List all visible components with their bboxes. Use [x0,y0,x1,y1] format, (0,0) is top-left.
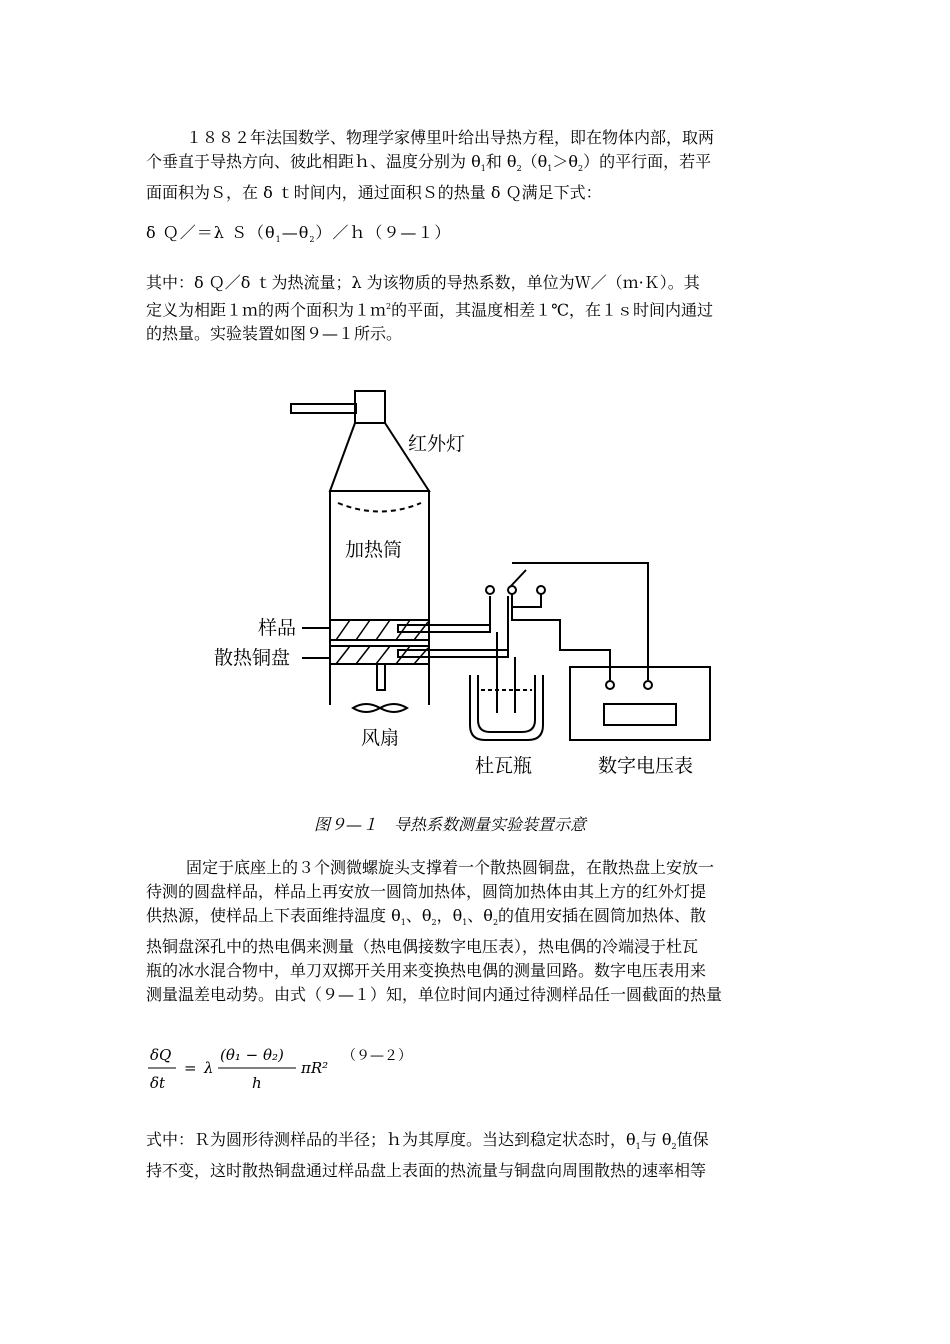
subscript: 1 [275,235,282,245]
lamp-top [355,391,385,423]
superscript: 2 [386,302,392,311]
text-line: 持不变，这时散热铜盘通过样品盘上表面的热流量与铜盘向周围散热的速率相等 [146,1161,707,1181]
text-line: 其中：δ Ｑ／δ ｔ为热流量；λ 为该物质的导热系数，单位为Ｗ／（ｍ·Ｋ）。其 [146,273,700,292]
thermocouple-upper [398,625,490,632]
paragraph-method [146,856,811,1007]
eq2-rhs-denominator: h [252,1074,262,1092]
dewar-inner [478,675,535,732]
eq2-lhs-denominator: δt [150,1074,166,1092]
text-span: ）／ｈ（９—１） [315,223,452,242]
text-line [146,856,811,880]
sample-hatch [336,620,428,640]
eq2-pi-r-squared: πR² [301,1059,329,1077]
text-line [146,150,811,181]
eq2-lambda: λ [204,1059,214,1077]
eq2-tag: （９—２） [342,1048,412,1064]
subscript: 2 [578,164,584,174]
text-span: 与 θ [640,1130,672,1149]
paragraph-definition [146,271,811,346]
eq2-equals: = [184,1059,197,1077]
text-line: 待测的圆盘样品，样品上再安放一圆筒加热体，圆筒加热体由其上方的红外灯提 [146,882,707,901]
text-span: 、θ [467,906,493,925]
subscript: 2 [309,235,316,245]
text-span: ）的平行面，若平 [583,152,712,171]
text-span: １８８２年法国数学、物理学家傅里叶给出导热方程，即在物体内部，取两 [186,128,715,147]
equation-9-1 [146,221,451,252]
subscript: 2 [492,918,499,928]
label-heating-cylinder: 加热筒 [345,539,403,561]
lamp-beam [338,503,421,512]
text-span: —θ [281,223,310,242]
eq2-rhs-numerator: (θ₁ − θ₂) [220,1046,284,1064]
label-digital-voltmeter: 数字电压表 [598,755,694,777]
text-line [146,1128,811,1159]
text-span: 供热源，使样品上下表面维持温度 θ [146,906,401,925]
text-span: 的平面，其温度相差１℃，在１ｓ时间内通过 [391,300,714,320]
apparatus-diagram [200,380,760,780]
text-span: ＞θ [552,152,579,171]
subscript: 1 [635,1142,641,1152]
label-copper-plate: 散热铜盘 [214,647,291,669]
figure-caption: 图９—１ 导热系数测量实验装置示意 [314,815,587,834]
text-span: ，θ [436,906,463,925]
voltmeter-display [604,704,676,725]
text-span: 值保 [676,1130,709,1149]
text-line: 面面积为Ｓ，在 δ ｔ时间内，通过面积Ｓ的热量 δ Ｑ满足下式： [146,183,602,203]
label-sample: 样品 [258,617,297,639]
label-fan: 风扇 [361,727,400,749]
switch-blade [510,570,526,587]
text-span: 、θ [405,906,432,925]
subscript: 1 [462,918,468,928]
text-span: 式中：Ｒ为圆形待测样品的半径；ｈ为其厚度。当达到稳定状态时，θ [146,1130,636,1149]
paragraph-steady-state [146,1128,811,1183]
fan-blade-right [380,704,407,712]
subscript: 1 [400,918,406,928]
subscript: 2 [431,918,437,928]
text-span: 个垂直于导热方向、彼此相距ｈ、温度分别为 θ [146,152,481,171]
equation-9-2 [146,1040,446,1100]
subscript: 2 [516,164,522,174]
subscript: 1 [547,164,553,174]
text-span: 定义为相距１ｍ的两个面积为１ｍ [146,300,387,320]
thermocouple-lower [398,650,508,657]
eq2-lhs-numerator: δQ [150,1046,172,1064]
copper-hatch [336,646,428,664]
text-line: 测量温差电动势。由式（９—１）知，单位时间内通过待测样品任一圆截面的热量 [146,985,723,1005]
subscript: 1 [480,164,486,174]
text-line [146,904,811,935]
label-dewar-flask: 杜瓦瓶 [475,755,533,777]
label-infrared-lamp: 红外灯 [408,433,466,455]
text-line: 瓶的冰水混合物中，单刀双掷开关用来变换热电偶的测量回路。数字电压表用来 [146,961,707,981]
text-line: 的热量。实验装置如图９—１所示。 [146,324,403,344]
text-line [146,295,811,322]
subscript: 2 [671,1142,677,1152]
text-line: 热铜盘深孔中的热电偶来测量（热电偶接数字电压表），热电偶的冷端浸于杜瓦 [146,937,699,957]
paragraph-intro [146,126,811,205]
text-span: （θ [521,152,548,171]
text-span: δ Ｑ／＝λ Ｓ（θ [146,223,276,242]
text-span: 的值用安插在圆筒加热体、散 [498,906,707,925]
micrometer-screw [377,664,385,690]
fan-blade-left [353,704,380,712]
text-span: 和 θ [485,152,517,171]
heating-cylinder [330,491,429,664]
text-line [146,126,811,150]
lamp-handle [291,404,356,413]
text-span: 固定于底座上的３个测微螺旋头支撑着一个散热圆铜盘，在散热盘上安放一 [186,858,715,877]
